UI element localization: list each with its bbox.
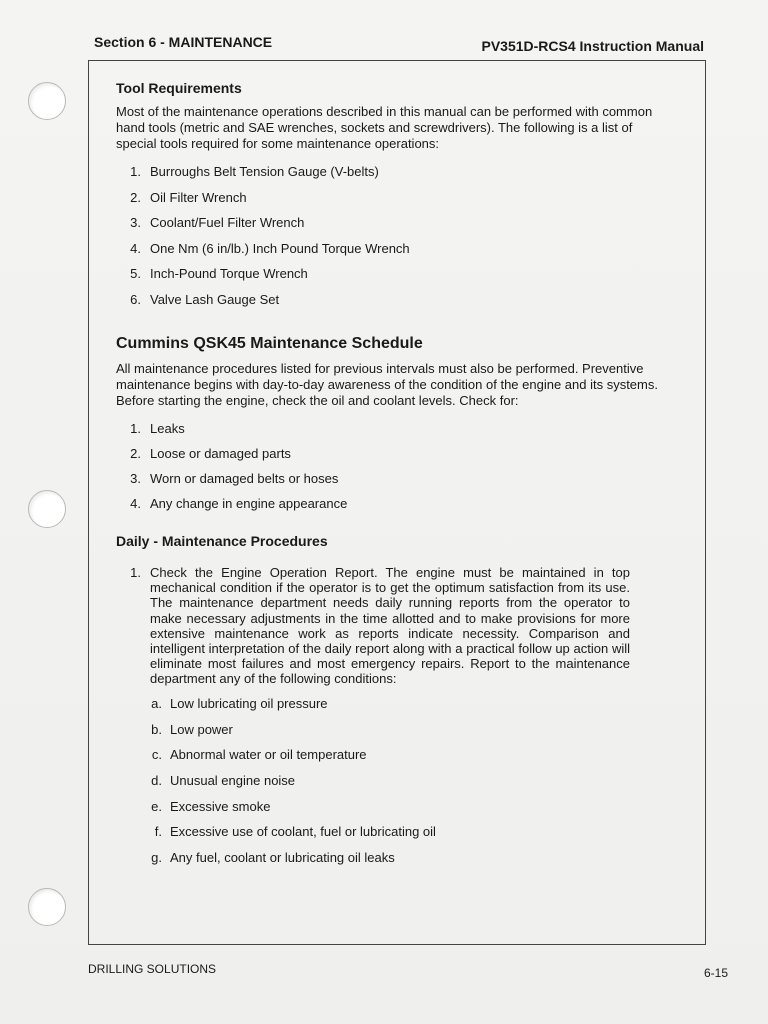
maintenance-schedule-heading: Cummins QSK45 Maintenance Schedule <box>116 335 423 352</box>
list-item: 1. Leaks <box>130 421 185 436</box>
manual-title: PV351D-RCS4 Instruction Manual <box>481 38 704 54</box>
condition-item: g. Any fuel, coolant or lubricating oil leaks <box>151 850 395 866</box>
list-item: 1. Burroughs Belt Tension Gauge (V-belts) <box>130 164 379 179</box>
binder-hole <box>28 82 66 120</box>
daily-item-text: Check the Engine Operation Report. The engine must be maintained in top mechanical condition if the operator is to get the optimum satisfaction from its use. The maintenance department needs daily running reports from the operator to make necessary adjustments in the time allotted and to make provisions for more extensive maintenance work as reports indicate necessity. Comparison and intelligent interpretation of the daily report along with a practical follow up action will eliminate most failures and most emergency repairs. Report to the maintenance department any of the following conditions: <box>150 565 630 687</box>
daily-procedures-heading: Daily - Maintenance Procedures <box>116 533 328 549</box>
tool-list <box>116 164 666 317</box>
list-item: 5. Inch-Pound Torque Wrench <box>130 266 308 281</box>
footer-company: DRILLING SOLUTIONS <box>88 962 217 976</box>
list-item: 2. Loose or damaged parts <box>130 446 291 461</box>
daily-item-number: 1. <box>130 565 141 580</box>
condition-item: a. Low lubricating oil pressure <box>151 695 328 711</box>
condition-item: e. Excessive smoke <box>151 798 271 814</box>
page-content <box>116 80 666 870</box>
condition-item: f. Excessive use of coolant, fuel or lubricating oil <box>154 824 436 840</box>
daily-procedure-item <box>116 565 666 687</box>
binder-hole <box>28 888 66 926</box>
condition-item: c. Abnormal water or oil temperature <box>151 747 367 763</box>
check-list <box>116 421 666 521</box>
tool-requirements-heading: Tool Requirements <box>116 80 242 96</box>
binder-hole <box>28 490 66 528</box>
condition-item: d. Unusual engine noise <box>151 773 296 789</box>
list-item: 4. One Nm (6 in/lb.) Inch Pound Torque Wrench <box>130 240 410 256</box>
list-item: 3. Worn or damaged belts or hoses <box>130 471 339 486</box>
list-item: 6. Valve Lash Gauge Set <box>130 291 280 307</box>
conditions-list <box>116 691 666 871</box>
condition-item: b. Low power <box>151 721 233 737</box>
page-number: 6-15 <box>703 966 728 980</box>
tool-requirements-intro: Most of the maintenance operations described in this manual can be performed with common hand tools (metric and SAE wrenches, sockets and screwdrivers). The following is a list of special tools required for some maintenance operations: <box>116 104 653 151</box>
list-item: 2. Oil Filter Wrench <box>130 189 247 205</box>
maintenance-schedule-intro: All maintenance procedures listed for previous intervals must also be performed. Preventive maintenance begins with day-to-day awareness of the condition of the engine and its systems. Before starting the engine, check the oil and coolant levels. Check for: <box>116 361 658 408</box>
list-item: 3. Coolant/Fuel Filter Wrench <box>130 215 305 230</box>
list-item: 4. Any change in engine appearance <box>130 496 348 511</box>
section-title: Section 6 - MAINTENANCE <box>94 34 273 50</box>
